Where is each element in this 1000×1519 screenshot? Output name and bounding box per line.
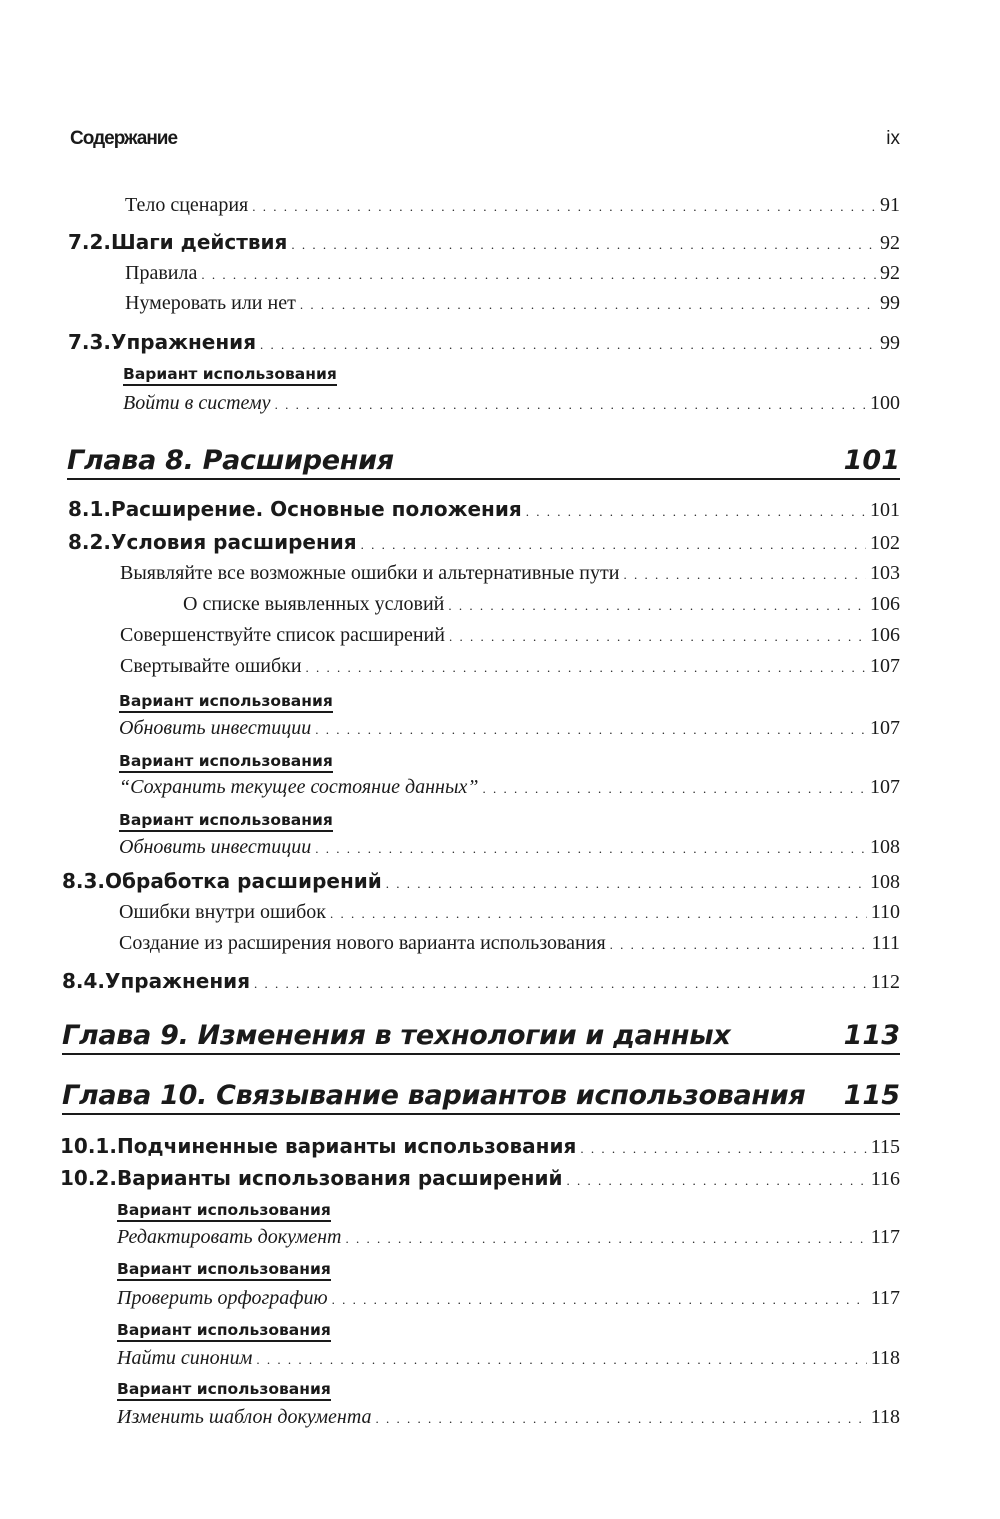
chapter-heading[interactable] [67, 438, 900, 480]
toc-section-title: Условия расширения [111, 530, 357, 554]
toc-section[interactable] [60, 1166, 900, 1191]
leader-dots [252, 199, 876, 215]
toc-page-number: 116 [870, 1168, 900, 1190]
toc-page-number: 100 [870, 392, 900, 414]
toc-page-number: 106 [870, 593, 900, 615]
toc-section[interactable] [62, 969, 900, 994]
toc-entry-title: Правила [125, 262, 198, 284]
use-case-label: Вариант использования [119, 811, 333, 832]
toc-page-number: 112 [870, 971, 900, 993]
leader-dots [332, 1292, 867, 1308]
toc-entry[interactable] [120, 655, 900, 678]
leader-dots [386, 876, 866, 892]
toc-entry-title: Войти в систему [123, 392, 271, 414]
toc-page-number: 110 [870, 901, 900, 923]
toc-entry[interactable] [119, 776, 900, 799]
toc-entry-title: Редактировать документ [117, 1226, 342, 1248]
leader-dots [448, 598, 866, 614]
toc-page-number: 117 [870, 1287, 900, 1309]
chapter-page-number: 115 [843, 1080, 900, 1111]
header-page-number: ix [886, 128, 900, 149]
toc-entry-title: Обновить инвестиции [119, 836, 312, 858]
leader-dots [623, 567, 866, 583]
toc-entry-title: Найти синоним [117, 1347, 253, 1369]
toc-entry-title: Свертывайте ошибки [120, 655, 302, 677]
leader-dots [260, 337, 876, 353]
toc-entry[interactable] [125, 262, 900, 285]
toc-page-number: 92 [880, 232, 900, 254]
toc-page-number: 99 [880, 332, 900, 354]
toc-entry[interactable] [125, 292, 900, 315]
section-number: 7.2. [68, 230, 112, 254]
toc-page-number: 118 [870, 1406, 900, 1428]
toc-entry[interactable] [119, 836, 900, 859]
chapter-page-number: 113 [843, 1020, 900, 1051]
toc-page-number: 101 [870, 499, 900, 521]
chapter-title: Глава 8. Расширения [67, 445, 394, 476]
toc-entry-title: Обновить инвестиции [119, 717, 312, 739]
leader-dots [315, 722, 866, 738]
toc-entry[interactable] [117, 1347, 900, 1370]
toc-entry[interactable] [125, 194, 900, 217]
toc-section-title: Обработка расширений [105, 869, 382, 893]
toc-entry-title: Выявляйте все возможные ошибки и альтернативные пути [120, 562, 620, 584]
toc-page-number: 102 [870, 532, 900, 554]
chapter-title: Глава 9. Изменения в технологии и данных [62, 1020, 731, 1051]
section-number: 8.2. [68, 530, 112, 554]
toc-entry[interactable] [123, 392, 900, 415]
section-number: 10.1. [60, 1134, 117, 1158]
use-case-label: Вариант использования [117, 1201, 331, 1222]
use-case-label: Вариант использования [119, 752, 333, 773]
chapter-heading[interactable] [62, 1013, 900, 1055]
toc-entry-title: Проверить орфографию [117, 1287, 328, 1309]
toc-page-number: 111 [871, 932, 900, 954]
toc-page-number: 106 [870, 624, 900, 646]
leader-dots [526, 504, 866, 520]
toc-entry-title: Изменить шаблон документа [117, 1406, 372, 1428]
leader-dots [361, 537, 866, 553]
use-case-label: Вариант использования [117, 1321, 331, 1342]
leader-dots [291, 237, 876, 253]
toc-page-number: 91 [880, 194, 900, 216]
toc-page-number: 92 [880, 262, 900, 284]
toc-section-title: Упражнения [105, 969, 251, 993]
toc-entry[interactable] [117, 1226, 900, 1249]
toc-entry-title: Создание из расширения нового варианта использования [119, 932, 606, 954]
toc-section[interactable] [68, 330, 900, 355]
leader-dots [567, 1173, 867, 1189]
toc-page-number: 107 [870, 655, 900, 677]
section-number: 8.3. [62, 869, 106, 893]
toc-page-number: 108 [870, 836, 900, 858]
toc-page-number: 107 [870, 776, 900, 798]
toc-section[interactable] [68, 230, 900, 255]
toc-page-number: 115 [870, 1136, 900, 1158]
section-number: 8.1. [68, 497, 112, 521]
toc-entry[interactable] [117, 1287, 900, 1310]
leader-dots [345, 1231, 866, 1247]
toc-page-number: 107 [870, 717, 900, 739]
leader-dots [201, 267, 876, 283]
toc-entry-title: “Сохранить текущее состояние данных” [119, 776, 479, 798]
toc-section[interactable] [68, 530, 900, 555]
toc-page-number: 118 [870, 1347, 900, 1369]
toc-page-number: 103 [870, 562, 900, 584]
toc-entry[interactable] [119, 717, 900, 740]
toc-entry[interactable] [119, 932, 900, 955]
toc-entry[interactable] [117, 1406, 900, 1429]
section-number: 10.2. [60, 1166, 117, 1190]
use-case-label: Вариант использования [117, 1260, 331, 1281]
leader-dots [306, 660, 866, 676]
use-case-label: Вариант использования [117, 1380, 331, 1401]
toc-section-title: Подчиненные варианты использования [116, 1134, 577, 1158]
running-header [70, 128, 900, 158]
chapter-title: Глава 10. Связывание вариантов использования [62, 1080, 806, 1111]
toc-entry-title: Тело сценария [125, 194, 249, 216]
toc-entry[interactable] [183, 593, 900, 616]
use-case-label: Вариант использования [123, 365, 337, 386]
toc-entry-title: Совершенствуйте список расширений [120, 624, 445, 646]
leader-dots [315, 841, 866, 857]
toc-section-title: Шаги действия [111, 230, 288, 254]
toc-entry[interactable] [120, 562, 900, 585]
leader-dots [256, 1352, 866, 1368]
toc-section-title: Расширение. Основные положения [111, 497, 522, 521]
leader-dots [300, 297, 876, 313]
toc-section[interactable] [68, 497, 900, 522]
section-number: 8.4. [62, 969, 106, 993]
leader-dots [275, 397, 866, 413]
leader-dots [610, 937, 868, 953]
toc-page-number: 117 [870, 1226, 900, 1248]
toc-section-title: Варианты использования расширений [116, 1166, 563, 1190]
leader-dots [482, 781, 866, 797]
leader-dots [254, 976, 867, 992]
use-case-label: Вариант использования [119, 692, 333, 713]
header-title: Содержание [70, 128, 178, 149]
toc-entry[interactable] [120, 624, 900, 647]
toc-entry-title: Нумеровать или нет [125, 292, 296, 314]
leader-dots [449, 629, 866, 645]
toc-section[interactable] [62, 869, 900, 894]
toc-entry[interactable] [119, 901, 900, 924]
leader-dots [580, 1141, 866, 1157]
toc-page-number: 99 [880, 292, 900, 314]
leader-dots [330, 906, 867, 922]
section-number: 7.3. [68, 330, 112, 354]
toc-entry-title: О списке выявленных условий [183, 593, 445, 615]
toc-page-number: 108 [870, 871, 900, 893]
toc-section-title: Упражнения [111, 330, 257, 354]
toc-section[interactable] [60, 1134, 900, 1159]
chapter-heading[interactable] [62, 1073, 900, 1115]
leader-dots [376, 1411, 867, 1427]
chapter-page-number: 101 [843, 445, 900, 476]
toc-entry-title: Ошибки внутри ошибок [119, 901, 326, 923]
